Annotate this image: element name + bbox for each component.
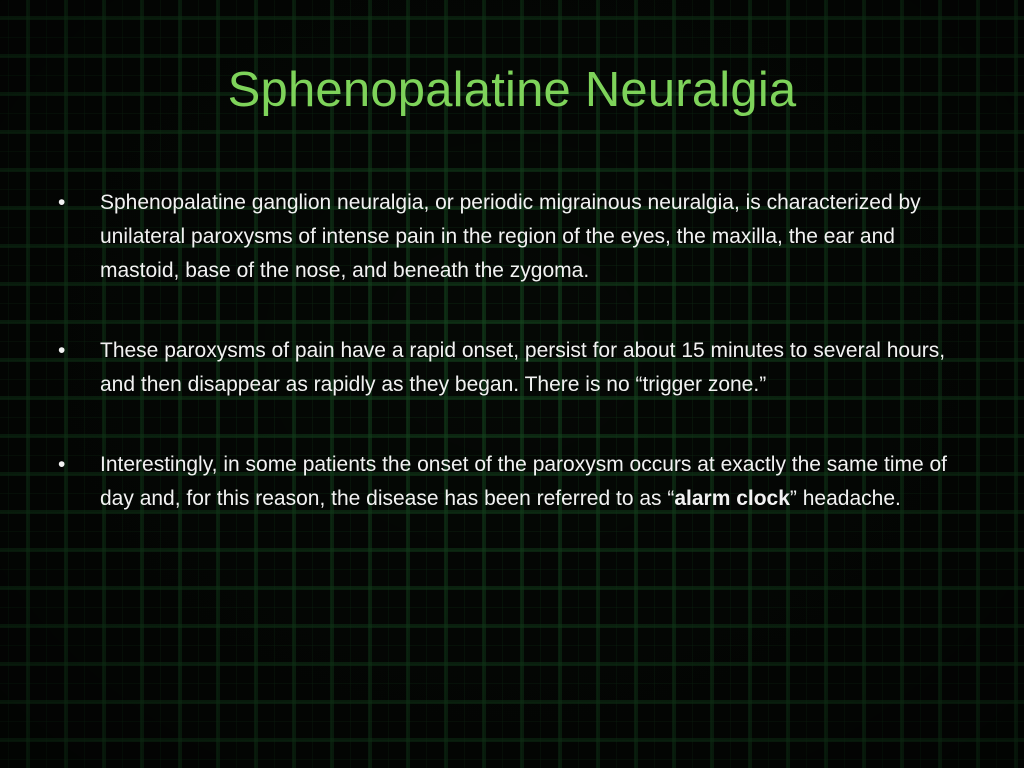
- slide-title: Sphenopalatine Neuralgia: [227, 63, 797, 117]
- bullet-text-3-after: ” headache.: [789, 487, 901, 510]
- bullet-icon: •: [58, 339, 66, 362]
- bullet-item-2: [58, 334, 968, 402]
- bullet-icon: •: [58, 453, 66, 476]
- bullet-icon: •: [58, 191, 66, 214]
- bullet-text-3-before: Interestingly, in some patients the onset of the paroxysm occurs at exactly the same time of day and, for this reason, the disease has been referred to as “: [100, 453, 948, 510]
- bullet-text-1: Sphenopalatine ganglion neuralgia, or periodic migrainous neuralgia, is characterized by unilateral paroxysms of intense pain in the region of the eyes, the maxilla, the ear and mastoid, base of the nose, and beneath the zygoma.: [100, 191, 921, 282]
- bullet-text-3-emphasis: alarm clock: [674, 487, 790, 510]
- bullet-item-1: [58, 186, 968, 288]
- bullet-text-2: These paroxysms of pain have a rapid onset, persist for about 15 minutes to several hours, and then disappear as rapidly as they began. There is no “trigger zone.”: [100, 339, 946, 396]
- bullet-text-3: [100, 453, 947, 510]
- bullet-list: [58, 186, 968, 562]
- bullet-item-3: [58, 448, 968, 516]
